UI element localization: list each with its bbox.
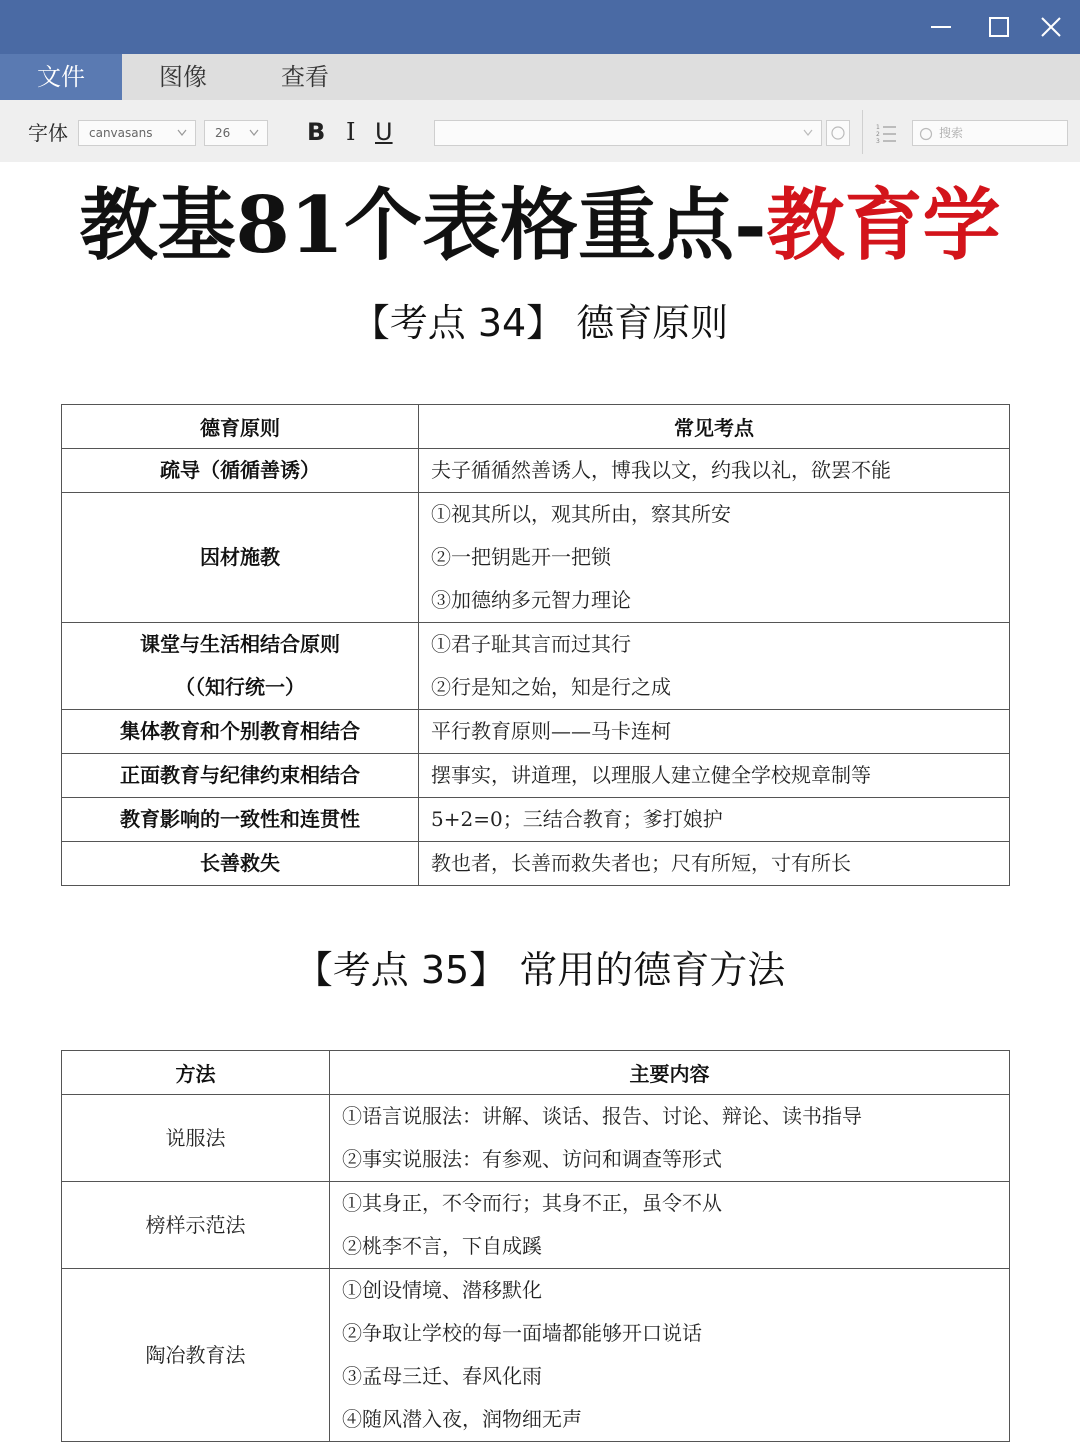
content-line: ③孟母三迁、春风化雨: [342, 1364, 542, 1388]
content-line: ①视其所以，观其所由，察其所安: [431, 502, 731, 526]
font-size-select[interactable]: [204, 120, 268, 146]
section-35-title: 【考点 35】 常用的德育方法: [294, 948, 786, 992]
row-content-cell: [330, 1095, 1010, 1182]
row-label-cell: [62, 1182, 330, 1269]
svg-text:3: 3: [876, 138, 880, 144]
refresh-icon: [827, 121, 849, 145]
row-label-cell: [62, 493, 419, 623]
table-row: [62, 623, 1010, 710]
row-label: 长善救失: [200, 851, 280, 875]
row-label: 教育影响的一致性和连贯性: [120, 807, 360, 831]
row-label: 因材施教: [200, 545, 280, 569]
chevron-down-icon: [249, 129, 259, 137]
row-label-cell: [62, 449, 419, 493]
row-content-cell: [419, 710, 1010, 754]
minimize-icon: [929, 15, 953, 39]
close-icon: [1039, 15, 1063, 39]
row-label: 说服法: [165, 1125, 226, 1150]
content-line: 教也者，长善而救失者也；尺有所短，寸有所长: [431, 851, 851, 875]
content-line: ②行是知之始，知是行之成: [431, 675, 671, 699]
row-content-cell: [330, 1182, 1010, 1269]
font-family-value: canvasans: [89, 126, 153, 140]
table-header-row: [62, 1051, 1010, 1095]
column-header: 德育原则: [62, 405, 419, 449]
row-label-cell: [62, 754, 419, 798]
svg-text:2: 2: [876, 131, 880, 138]
row-content-cell: [419, 754, 1010, 798]
font-family-select[interactable]: [78, 120, 196, 146]
row-label-cell: [62, 1095, 330, 1182]
title-accent: 教育学: [766, 180, 1001, 271]
menu-bar: [0, 54, 1080, 100]
numbered-list-icon[interactable]: [876, 122, 898, 144]
title-main: 教基81个表格重点-: [79, 180, 767, 271]
document-title: [0, 176, 1080, 276]
content-line: ②桃李不言，下自成蹊: [342, 1234, 542, 1258]
underline-button[interactable]: U: [375, 118, 393, 146]
table-row: [62, 798, 1010, 842]
row-label: 榜样示范法: [145, 1212, 246, 1237]
content-line: ②争取让学校的每一面墙都能够开口说话: [342, 1321, 702, 1345]
maximize-button[interactable]: [970, 0, 1028, 54]
table-header-row: [62, 405, 1010, 449]
chevron-down-icon: [803, 129, 813, 137]
content-line: 夫子循循然善诱人，博我以文，约我以礼，欲罢不能: [431, 458, 891, 482]
refresh-button[interactable]: [826, 120, 850, 146]
menu-image[interactable]: 图像: [159, 63, 207, 91]
italic-button[interactable]: I: [346, 118, 356, 146]
font-size-value: 26: [215, 126, 231, 140]
row-label-cell: [62, 842, 419, 886]
row-label: 陶冶教育法: [145, 1342, 246, 1367]
column-header: 方法: [62, 1051, 330, 1095]
chevron-down-icon: [177, 129, 187, 137]
content-line: ③加德纳多元智力理论: [431, 588, 631, 612]
text-combo-input[interactable]: [434, 120, 822, 146]
moral-principles-table: [61, 404, 1010, 886]
minimize-button[interactable]: [912, 0, 970, 54]
table-row: [62, 449, 1010, 493]
menu-view[interactable]: 查看: [281, 63, 329, 91]
font-label: 字体: [28, 121, 68, 145]
row-label-cell: [62, 1269, 330, 1442]
column-header: 常见考点: [419, 405, 1010, 449]
row-content-cell: [419, 493, 1010, 623]
row-label: 正面教育与纪律约束相结合: [120, 763, 360, 787]
table-row: [62, 1269, 1010, 1442]
row-content-cell: [419, 842, 1010, 886]
row-label-cell: [62, 710, 419, 754]
toolbar-divider: [862, 110, 863, 154]
content-line: 摆事实，讲道理，以理服人建立健全学校规章制等: [431, 763, 871, 787]
row-label: 疏导（循循善诱）: [160, 458, 320, 482]
close-button[interactable]: [1022, 0, 1080, 54]
menu-file[interactable]: 文件: [0, 54, 122, 100]
row-label: （（知行统一）: [175, 675, 305, 699]
search-icon: [919, 127, 933, 141]
content-line: 平行教育原则——马卡连柯: [431, 719, 671, 743]
row-label-cell: [62, 623, 419, 710]
table-row: [62, 1095, 1010, 1182]
content-line: ②事实说服法：有参观、访问和调查等形式: [342, 1147, 722, 1171]
table-row: [62, 493, 1010, 623]
content-line: ①语言说服法：讲解、谈话、报告、讨论、辩论、读书指导: [342, 1104, 862, 1128]
content-line: ②一把钥匙开一把锁: [431, 545, 611, 569]
title-bar: [0, 0, 1080, 54]
content-line: ④随风潜入夜，润物细无声: [342, 1407, 582, 1431]
maximize-icon: [987, 15, 1011, 39]
row-content-cell: [419, 449, 1010, 493]
table-row: [62, 842, 1010, 886]
content-line: ①创设情境、潜移默化: [342, 1278, 542, 1302]
section-34-title: 【考点 34】 德育原则: [351, 301, 729, 345]
row-content-cell: [419, 623, 1010, 710]
row-label-cell: [62, 798, 419, 842]
row-label: 课堂与生活相结合原则: [140, 632, 340, 656]
content-line: ①君子耻其言而过其行: [431, 632, 631, 656]
row-label: 集体教育和个别教育相结合: [120, 719, 360, 743]
column-header: 主要内容: [330, 1051, 1010, 1095]
table-row: [62, 1182, 1010, 1269]
search-input[interactable]: [912, 120, 1068, 146]
content-line: ①其身正，不令而行；其身不正，虽令不从: [342, 1191, 722, 1215]
row-content-cell: [419, 798, 1010, 842]
table-row: [62, 754, 1010, 798]
search-placeholder: 搜索: [939, 126, 964, 140]
moral-methods-table: [61, 1050, 1010, 1442]
svg-text:1: 1: [876, 124, 880, 131]
row-content-cell: [330, 1269, 1010, 1442]
table-row: [62, 710, 1010, 754]
content-line: 5+2=0；三结合教育；爹打娘护: [431, 807, 723, 831]
bold-button[interactable]: B: [307, 118, 326, 146]
